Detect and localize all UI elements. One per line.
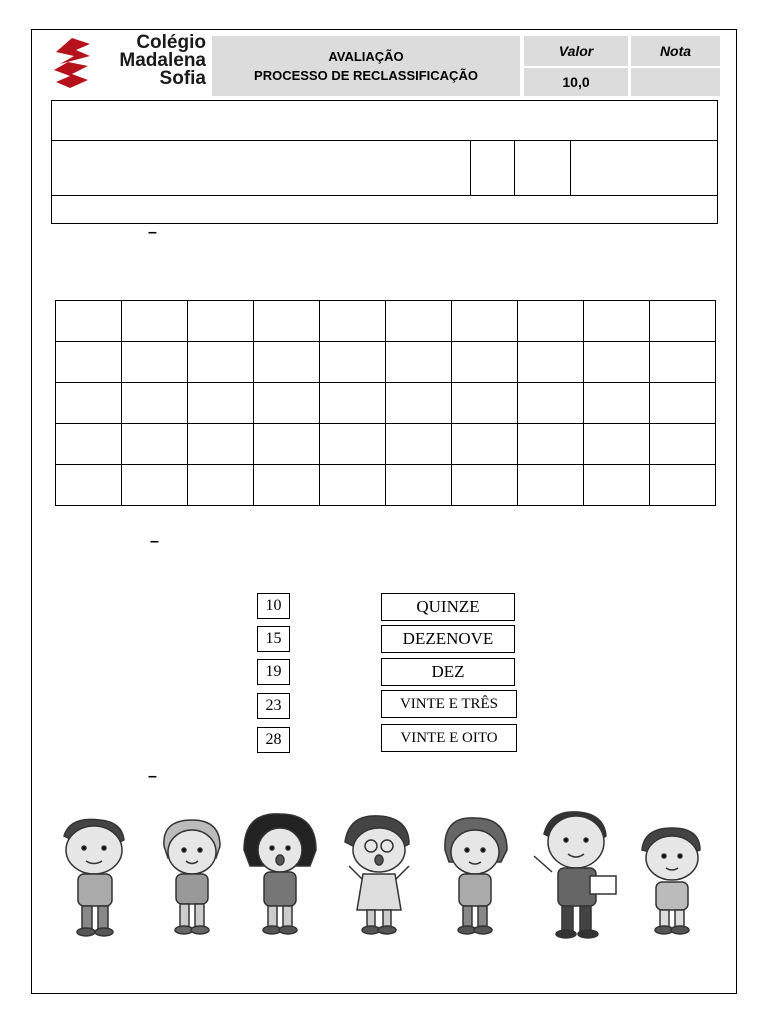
question-3-marker: – — [148, 768, 157, 785]
number-box[interactable]: 19 — [257, 659, 290, 685]
grid-cell[interactable] — [56, 383, 122, 424]
grid-cell[interactable] — [56, 301, 122, 342]
evaluation-title — [212, 36, 520, 96]
grid-cell[interactable] — [188, 424, 254, 465]
grid-cell[interactable] — [320, 424, 386, 465]
grade-field[interactable] — [470, 140, 515, 196]
title-line-1: AVALIAÇÃO — [328, 49, 404, 64]
grid-cell[interactable] — [386, 465, 452, 506]
nota-label: Nota — [631, 36, 720, 66]
table-row — [56, 424, 716, 465]
grid-cell[interactable] — [584, 342, 650, 383]
grid-cell[interactable] — [386, 342, 452, 383]
number-box[interactable]: 10 — [257, 593, 290, 619]
grid-cell[interactable] — [254, 383, 320, 424]
school-field[interactable] — [51, 195, 718, 224]
class-field[interactable] — [514, 140, 571, 196]
date-field[interactable] — [570, 140, 718, 196]
children-illustration — [50, 806, 710, 946]
grid-cell[interactable] — [386, 301, 452, 342]
grid-cell[interactable] — [650, 301, 716, 342]
grid-cell[interactable] — [584, 424, 650, 465]
grid-cell[interactable] — [650, 383, 716, 424]
table-row — [56, 301, 716, 342]
grid-cell[interactable] — [188, 301, 254, 342]
question-1-marker: – — [148, 224, 157, 241]
word-box[interactable]: DEZENOVE — [381, 625, 515, 653]
grid-cell[interactable] — [254, 465, 320, 506]
grid-cell[interactable] — [188, 465, 254, 506]
grid-cell[interactable] — [122, 465, 188, 506]
grid-cell[interactable] — [452, 465, 518, 506]
grid-cell[interactable] — [122, 424, 188, 465]
grid-cell[interactable] — [452, 301, 518, 342]
number-box[interactable]: 23 — [257, 693, 290, 719]
grid-cell[interactable] — [518, 465, 584, 506]
grid-cell[interactable] — [320, 301, 386, 342]
word-box[interactable]: DEZ — [381, 658, 515, 686]
title-line-2: PROCESSO DE RECLASSIFICAÇÃO — [254, 68, 478, 83]
grid-cell[interactable] — [188, 342, 254, 383]
teacher-field[interactable] — [51, 140, 471, 196]
number-box[interactable]: 15 — [257, 626, 290, 652]
grid-cell[interactable] — [650, 465, 716, 506]
logo-mark-icon — [50, 38, 94, 88]
logo-line-2: Madalena — [119, 50, 206, 71]
nota-value-field[interactable] — [631, 68, 720, 96]
grid-cell[interactable] — [122, 383, 188, 424]
logo-text — [119, 34, 206, 88]
grid-cell[interactable] — [584, 301, 650, 342]
grid-cell[interactable] — [452, 342, 518, 383]
grid-cell[interactable] — [56, 465, 122, 506]
grid-cell[interactable] — [650, 342, 716, 383]
word-box[interactable]: QUINZE — [381, 593, 515, 621]
grid-cell[interactable] — [518, 342, 584, 383]
question-2-marker: – — [150, 533, 159, 550]
children-drawing — [50, 806, 710, 946]
grid-cell[interactable] — [650, 424, 716, 465]
grid-cell[interactable] — [254, 424, 320, 465]
grid-cell[interactable] — [122, 342, 188, 383]
logo-line-3: Sofia — [159, 68, 206, 89]
grid-cell[interactable] — [320, 383, 386, 424]
number-box[interactable]: 28 — [257, 727, 290, 753]
table-row — [56, 342, 716, 383]
grid-cell[interactable] — [452, 383, 518, 424]
grid-cell[interactable] — [386, 383, 452, 424]
grid-cell[interactable] — [518, 301, 584, 342]
child-figure — [64, 819, 124, 936]
grid-cell[interactable] — [584, 383, 650, 424]
grid-cell[interactable] — [320, 465, 386, 506]
grid-cell[interactable] — [122, 301, 188, 342]
grid-cell[interactable] — [518, 424, 584, 465]
grid-cell[interactable] — [386, 424, 452, 465]
word-box[interactable]: VINTE E TRÊS — [381, 690, 517, 718]
valor-label: Valor — [524, 36, 628, 66]
grid-cell[interactable] — [56, 342, 122, 383]
grid-cell[interactable] — [518, 383, 584, 424]
grid-cell[interactable] — [56, 424, 122, 465]
number-grid — [55, 300, 716, 506]
valor-value: 10,0 — [524, 68, 628, 96]
table-row — [56, 383, 716, 424]
school-logo — [48, 34, 210, 96]
logo-line-1: Colégio — [136, 32, 206, 53]
grid-cell[interactable] — [188, 383, 254, 424]
grid-cell[interactable] — [254, 301, 320, 342]
grid-cell[interactable] — [254, 342, 320, 383]
grid-cell[interactable] — [584, 465, 650, 506]
grid-cell[interactable] — [320, 342, 386, 383]
student-name-field[interactable] — [51, 100, 718, 141]
word-box[interactable]: VINTE E OITO — [381, 724, 517, 752]
grid-cell[interactable] — [452, 424, 518, 465]
table-row — [56, 465, 716, 506]
